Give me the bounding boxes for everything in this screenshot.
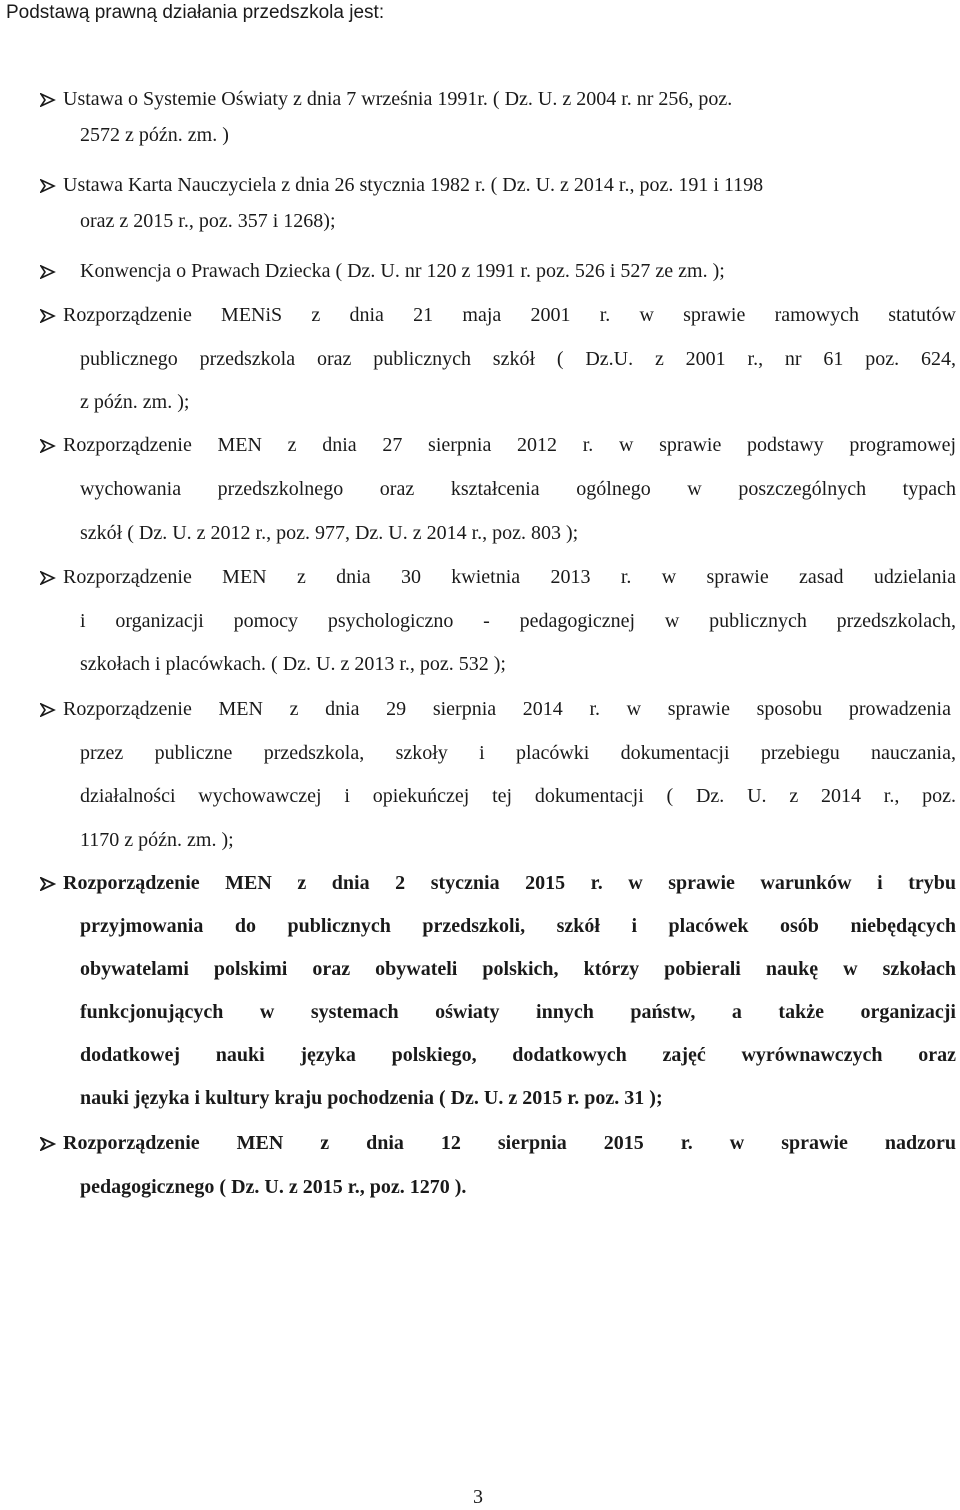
list-item-text: z późn. zm. );	[80, 391, 190, 413]
list-item-text: pedagogicznego ( Dz. U. z 2015 r., poz. 1270 ).	[80, 1176, 467, 1198]
list-item-text: oraz z 2015 r., poz. 357 i 1268);	[80, 210, 336, 232]
list-item-text: publicznego przedszkola oraz publicznych szkół ( Dz.U. z 2001 r., nr 61 poz. 624,	[80, 348, 956, 370]
arrow-bullet-icon	[40, 265, 56, 279]
list-item-text: funkcjonujących w systemach oświaty innych państw, a także organizacji	[80, 1001, 956, 1023]
list-item-text: Rozporządzenie MEN z dnia 2 stycznia 2015 r. w sprawie warunków i trybu	[63, 872, 956, 894]
list-item-text: i organizacji pomocy psychologiczno - pedagogicznej w publicznych przedszkolach,	[80, 610, 956, 632]
arrow-bullet-icon	[40, 179, 56, 193]
list-item-text: Rozporządzenie MEN z dnia 29 sierpnia 2014 r. w sprawie sposobu prowadzenia	[63, 698, 951, 720]
list-item-text: Ustawa o Systemie Oświaty z dnia 7 września 1991r. ( Dz. U. z 2004 r. nr 256, poz.	[63, 88, 733, 110]
list-item-text: Rozporządzenie MENiS z dnia 21 maja 2001 r. w sprawie ramowych statutów	[63, 304, 956, 326]
list-item-text: 2572 z późn. zm. )	[80, 124, 229, 146]
list-item-text: Konwencja o Prawach Dziecka ( Dz. U. nr 120 z 1991 r. poz. 526 i 527 ze zm. );	[80, 260, 725, 282]
list-item-text: Ustawa Karta Nauczyciela z dnia 26 stycznia 1982 r. ( Dz. U. z 2014 r., poz. 191 i 1198	[63, 174, 764, 196]
list-item-text: Rozporządzenie MEN z dnia 12 sierpnia 2015 r. w sprawie nadzoru	[63, 1132, 956, 1154]
list-item-text: Rozporządzenie MEN z dnia 27 sierpnia 2012 r. w sprawie podstawy programowej	[63, 434, 956, 456]
arrow-bullet-icon	[40, 877, 56, 891]
page-heading: Podstawą prawną działania przedszkola jest:	[6, 2, 385, 23]
list-item-text: przyjmowania do publicznych przedszkoli, szkół i placówek osób niebędących	[80, 915, 956, 937]
arrow-bullet-icon	[40, 703, 56, 717]
arrow-bullet-icon	[40, 309, 56, 323]
arrow-bullet-icon	[40, 1137, 56, 1151]
page-number: 3	[473, 1486, 483, 1508]
arrow-bullet-icon	[40, 571, 56, 585]
list-item-text: 1170 z późn. zm. );	[80, 829, 234, 851]
list-item-text: dodatkowej nauki języka polskiego, dodatkowych zajęć wyrównawczych oraz	[80, 1044, 956, 1066]
list-item-text: szkołach i placówkach. ( Dz. U. z 2013 r., poz. 532 );	[80, 653, 506, 675]
list-item-text: szkół ( Dz. U. z 2012 r., poz. 977, Dz. U. z 2014 r., poz. 803 );	[80, 522, 579, 544]
list-item-text: Rozporządzenie MEN z dnia 30 kwietnia 2013 r. w sprawie zasad udzielania	[63, 566, 956, 588]
arrow-bullet-icon	[40, 439, 56, 453]
list-item-text: przez publiczne przedszkola, szkoły i placówki dokumentacji przebiegu nauczania,	[80, 742, 956, 764]
arrow-bullet-icon	[40, 93, 56, 107]
list-item-text: wychowania przedszkolnego oraz kształcenia ogólnego w poszczególnych typach	[80, 478, 956, 500]
list-item-text: działalności wychowawczej i opiekuńczej tej dokumentacji ( Dz. U. z 2014 r., poz.	[80, 785, 956, 807]
list-item-text: nauki języka i kultury kraju pochodzenia ( Dz. U. z 2015 r. poz. 31 );	[80, 1087, 663, 1109]
list-item-text: obywatelami polskimi oraz obywateli polskich, którzy pobierali naukę w szkołach	[80, 958, 956, 980]
